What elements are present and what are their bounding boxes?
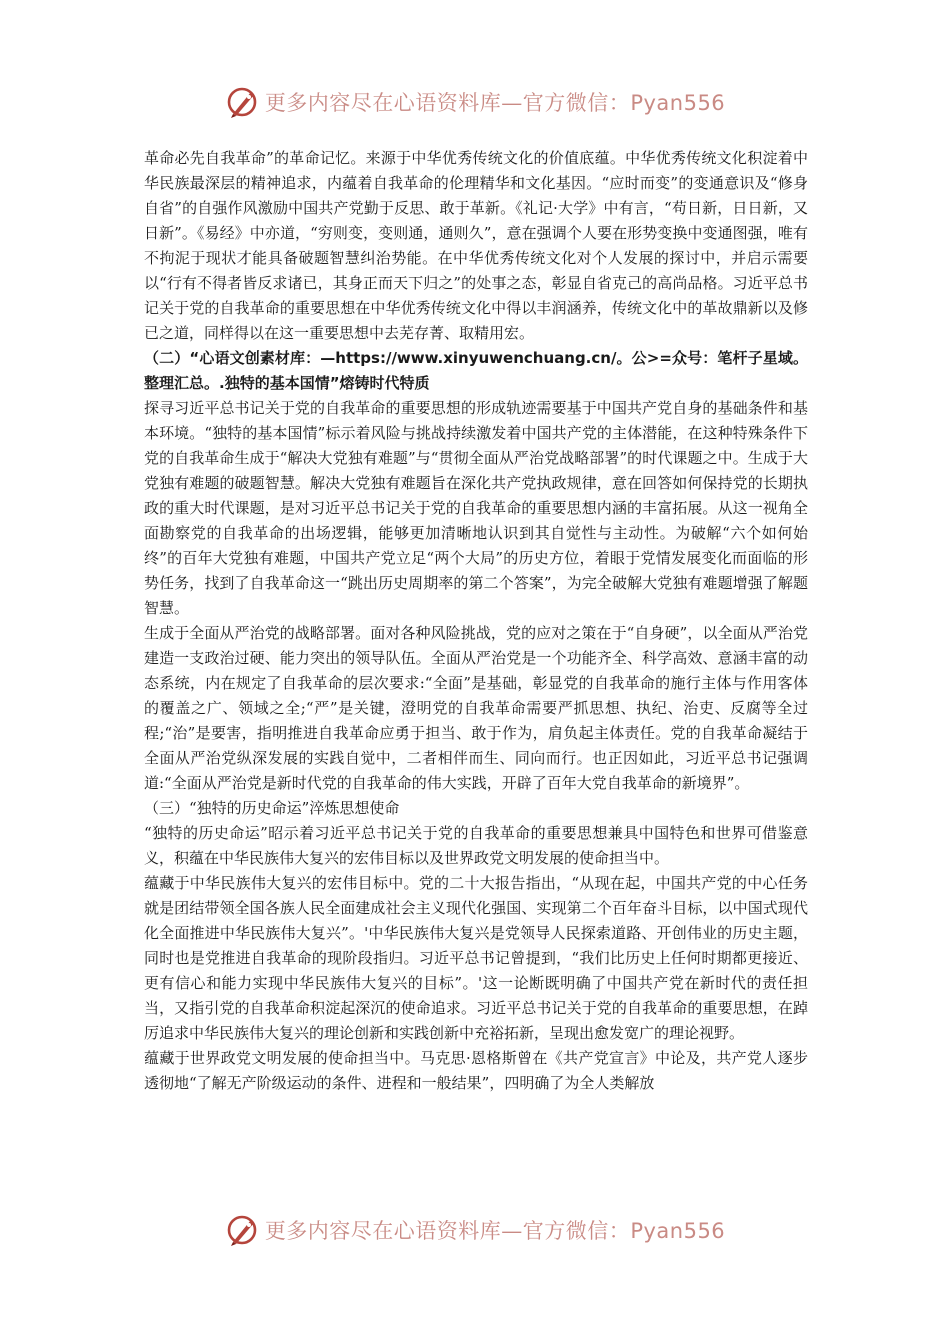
banner-title: 更多内容尽在心语资料库—官方微信：	[264, 1219, 631, 1243]
banner-text	[265, 1215, 725, 1245]
banner-wechat-id: Pyan556	[630, 1219, 726, 1243]
paragraph: 生成于全面从严治党的战略部署。面对各种风险挑战，党的应对之策在于“自身硬”，以全面从严治党建造一支政治过硬、能力突出的领导队伍。全面从严治党是一个功能齐全、科学高效、意涵丰富的动态系统，内在规定了自我革命的层次要求:“全面”是基础，彰显党的自我革命的施行主体与作用客体的覆盖之广、领域之全;“严”是关键，澄明党的自我革命需要严抓思想、执纪、治吏、反腐等全过程;“治”是要害，指明推进自我革命应勇于担当、敢于作为，肩负起主体责任。党的自我革命凝结于全面从严治党纵深发展的实践自觉中，二者相伴而生、同向而行。也正因如此，习近平总书记强调道:“全面从严治党是新时代党的自我革命的伟大实践，开辟了百年大党自我革命的新境界”。	[144, 624, 808, 792]
header-banner	[0, 82, 950, 122]
paragraph: 蕴藏于世界政党文明发展的使命担当中。马克思·恩格斯曾在《共产党宣言》中论及，共产党人逐步透彻地“了解无产阶级运动的条件、进程和一般结果”，四明确了为全人类解放	[144, 1049, 808, 1092]
section-heading: （二）“心语文创素材库：—https://www.xinyuwenchuang.cn/。公>=众号：笔杆子星域。整理汇总。.独特的基本国情”熔铸时代特质	[144, 349, 808, 392]
section-heading: （三）“独特的历史命运”淬炼思想使命	[144, 799, 400, 817]
pen-logo-icon	[225, 1212, 261, 1248]
document-body	[144, 146, 808, 1096]
footer-banner	[0, 1210, 950, 1250]
banner-wechat-id: Pyan556	[630, 91, 726, 115]
banner-text	[265, 87, 725, 117]
paragraph: 探寻习近平总书记关于党的自我革命的重要思想的形成轨迹需要基于中国共产党自身的基础条件和基本环境。“独特的基本国情”标示着风险与挑战持续激发着中国共产党的主体潜能，在这种特殊条件下党的自我革命生成于“解决大党独有难题”与“贯彻全面从严治党战略部署”的时代课题之中。生成于大党独有难题的破题智慧。解决大党独有难题旨在深化共产党执政规律，意在回答如何保持党的长期执政的重大时代课题，是对习近平总书记关于党的自我革命的重要思想内涵的丰富拓展。从这一视角全面勘察党的自我革命的出场逻辑，能够更加清晰地认识到其自觉性与主动性。为破解“六个如何始终”的百年大党独有难题，中国共产党立足“两个大局”的历史方位，着眼于党情发展变化而面临的形势任务，找到了自我革命这一“跳出历史周期率的第二个答案”，为完全破解大党独有难题增强了解题智慧。	[144, 399, 808, 617]
paragraph: 蕴藏于中华民族伟大复兴的宏伟目标中。党的二十大报告指出，“从现在起，中国共产党的中心任务就是团结带领全国各族人民全面建成社会主义现代化强国、实现第二个百年奋斗目标，以中国式现代化全面推进中华民族伟大复兴”。'中华民族伟大复兴是党领导人民探索道路、开创伟业的历史主题，同时也是党推进自我革命的现阶段指归。习近平总书记曾提到，“我们比历史上任何时期都更接近、更有信心和能力实现中华民族伟大复兴的目标”。'这一论断既明确了中国共产党在新时代的责任担当，又指引党的自我革命积淀起深沉的使命追求。习近平总书记关于党的自我革命的重要思想，在踔厉追求中华民族伟大复兴的理论创新和实践创新中充裕拓新，呈现出愈发宽广的理论视野。	[144, 874, 808, 1042]
pen-logo-icon	[225, 84, 261, 120]
paragraph: 革命必先自我革命”的革命记忆。来源于中华优秀传统文化的价值底蕴。中华优秀传统文化积淀着中华民族最深层的精神追求，内蕴着自我革命的伦理精华和文化基因。“应时而变”的变通意识及“修身自省”的自强作风激励中国共产党勤于反思、敢于革新。《礼记·大学》中有言，“苟日新，日日新，又日新”。《易经》中亦道，“穷则变，变则通，通则久”，意在强调个人要在形势变换中变通图强，唯有不拘泥于现状才能具备破题智慧纠治势能。在中华优秀传统文化对个人发展的探讨中，并启示需要以“行有不得者皆反求诸已，其身正而天下归之”的处事之态，彰显自省克己的高尚品格。习近平总书记关于党的自我革命的重要思想在中华优秀传统文化中得以丰润涵养，传统文化中的革故鼎新以及修已之道，同样得以在这一重要思想中去芜存菁、取精用宏。	[144, 149, 808, 342]
paragraph: “独特的历史命运”昭示着习近平总书记关于党的自我革命的重要思想兼具中国特色和世界可借鉴意义，积蕴在中华民族伟大复兴的宏伟目标以及世界政党文明发展的使命担当中。	[144, 824, 808, 867]
banner-title: 更多内容尽在心语资料库—官方微信：	[264, 91, 631, 115]
